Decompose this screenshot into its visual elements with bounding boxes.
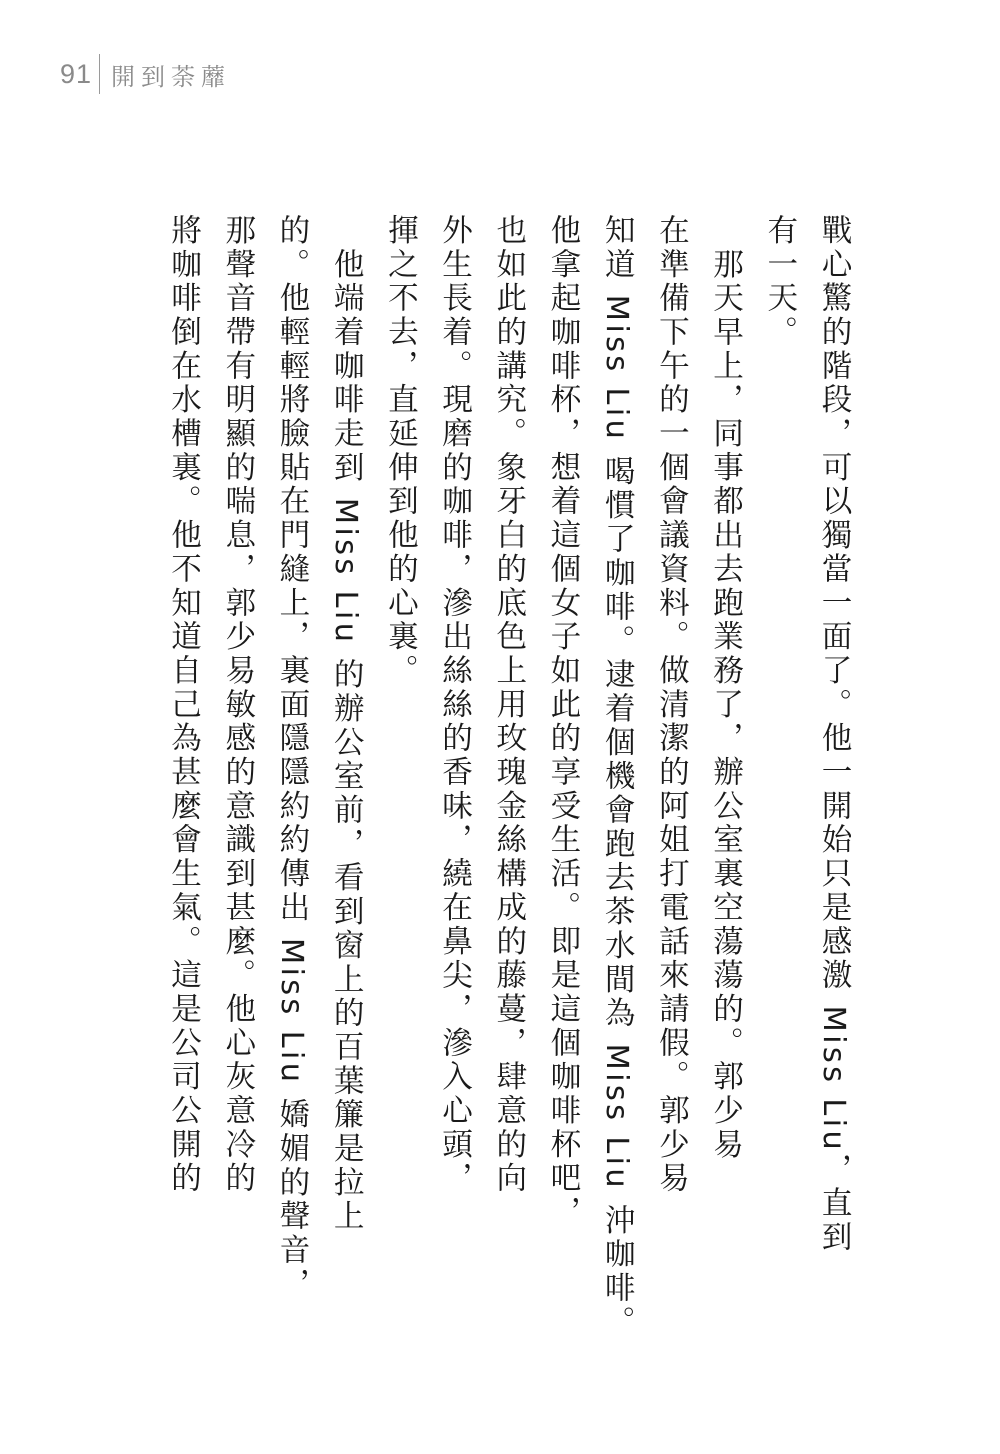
text-line: 將咖啡倒在水槽裏。他不知道自己為甚麼會生氣。這是公司公開的 bbox=[165, 214, 201, 1196]
text-line: 知道 Miss Liu 喝慣了咖啡。逮着個機會跑去茶水間為 Miss Liu 沖咖啡。 bbox=[599, 214, 635, 1340]
text-line: 有一天。 bbox=[761, 214, 797, 350]
text-line: 也如此的講究。象牙白的底色上用玫瑰金絲構成的藤蔓，肆意的向 bbox=[490, 214, 526, 1196]
text-column bbox=[155, 214, 860, 1340]
page-number: 91 bbox=[60, 58, 93, 89]
book-title: 開到荼蘼 bbox=[111, 62, 232, 91]
text-line: 他端着咖啡走到 Miss Liu 的辦公室前，看到窗上的百葉簾是拉上 bbox=[328, 214, 364, 1234]
text-line: 那聲音帶有明顯的喘息，郭少易敏感的意識到甚麼。他心灰意冷的 bbox=[219, 214, 255, 1196]
text-line: 揮之不去，直延伸到他的心裏。 bbox=[382, 214, 418, 688]
running-header bbox=[60, 52, 231, 96]
text-line: 他拿起咖啡杯，想着這個女子如此的享受生活。即是這個咖啡杯吧， bbox=[544, 214, 580, 1230]
header-divider bbox=[99, 54, 100, 94]
body-text bbox=[155, 214, 860, 1340]
text-line: 那天早上，同事都出去跑業務了，辦公室裏空蕩蕩的。郭少易 bbox=[707, 214, 743, 1162]
text-line: 戰心驚的階段，可以獨當一面了。他一開始只是感激 Miss Liu，直到 bbox=[816, 214, 851, 1255]
text-line: 的。他輕輕將臉貼在門縫上，裏面隱隱約約傳出 Miss Liu 嬌媚的聲音， bbox=[273, 214, 309, 1302]
text-line: 在準備下午的一個會議資料。做清潔的阿姐打電話來請假。郭少易 bbox=[653, 214, 689, 1196]
text-line: 外生長着。現磨的咖啡，滲出絲絲的香味，繞在鼻尖，滲入心頭， bbox=[436, 214, 472, 1196]
